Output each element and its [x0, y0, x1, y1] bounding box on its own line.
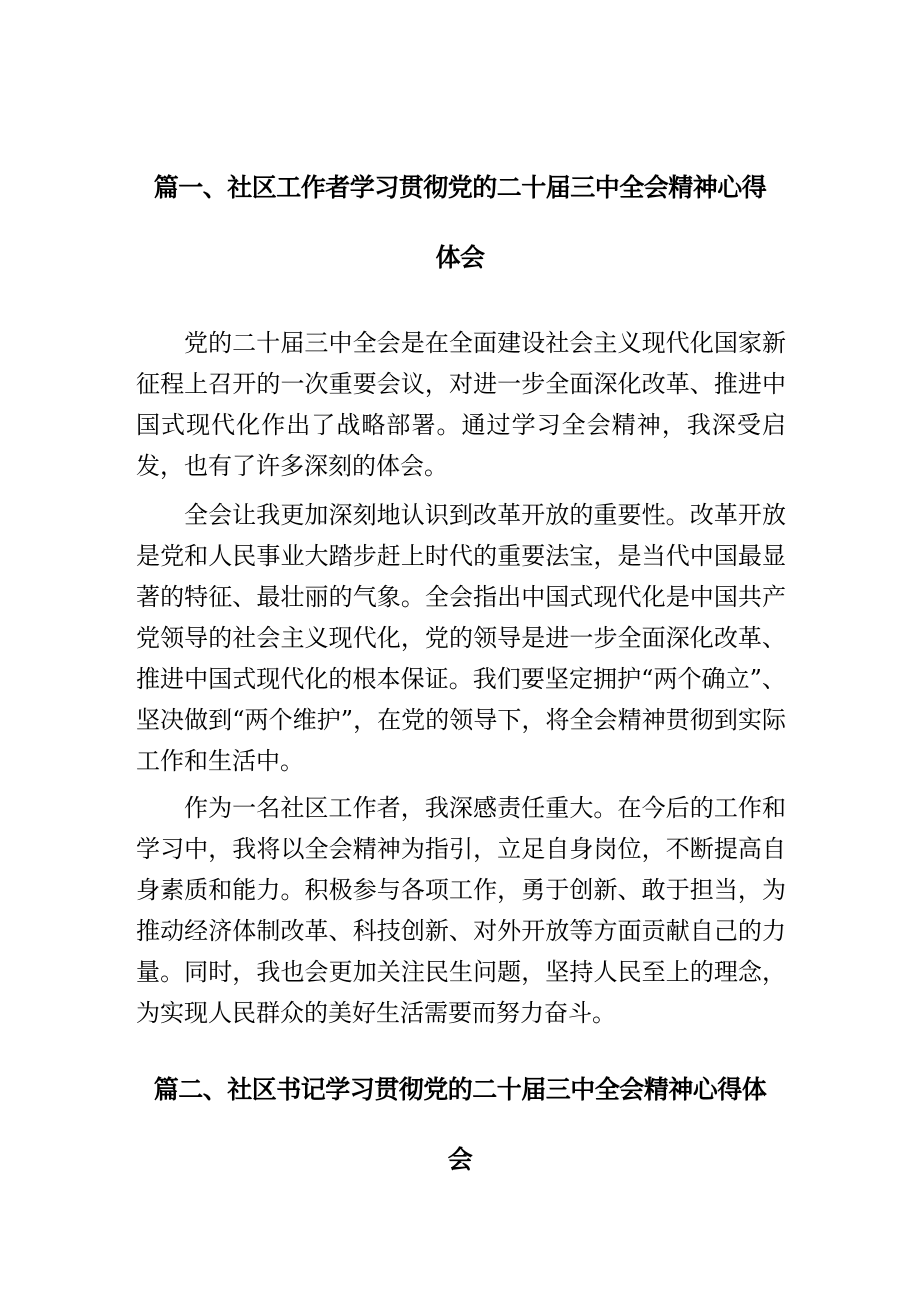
section-1-paragraph-3: 作为一名社区工作者，我深感责任重大。在今后的工作和学习中，我将以全会精神为指引，立足自身岗位，不断提高自身素质和能力。积极参与各项工作，勇于创新、敢于担当，为推动经济体制改革、科技创新、对外开放等方面贡献自己的力量。同时，我也会更加关注民生问题，坚持人民至上的理念，为实现人民群众的美好生活需要而努力奋斗。	[136, 794, 786, 1027]
section-2-heading-line-1: 篇二、社区书记学习贯彻党的二十届三中全会精神心得体	[153, 1075, 767, 1104]
section-1-heading-line-1: 篇一、社区工作者学习贯彻党的二十届三中全会精神心得	[153, 173, 767, 202]
section-1-heading	[120, 153, 800, 293]
section-1-paragraph-1: 党的二十届三中全会是在全面建设社会主义现代化国家新征程上召开的一次重要会议，对进一步全面深化改革、推进中国式现代化作出了战略部署。通过学习全会精神，我深受启发，也有了许多深刻的体会。	[136, 329, 786, 480]
section-2-heading-line-2: 会	[447, 1145, 473, 1174]
section-1-heading-line-2: 体会	[435, 243, 485, 272]
section-1-paragraph-2: 全会让我更加深刻地认识到改革开放的重要性。改革开放是党和人民事业大踏步赶上时代的重要法宝，是当代中国最显著的特征、最壮丽的气象。全会指出中国式现代化是中国共产党领导的社会主义现代化，党的领导是进一步全面深化改革、推进中国式现代化的根本保证。我们要坚定拥护“两个确立”、坚决做到“两个维护”，在党的领导下，将全会精神贯彻到实际工作和生活中。	[136, 501, 786, 775]
section-2-heading	[120, 1055, 800, 1195]
